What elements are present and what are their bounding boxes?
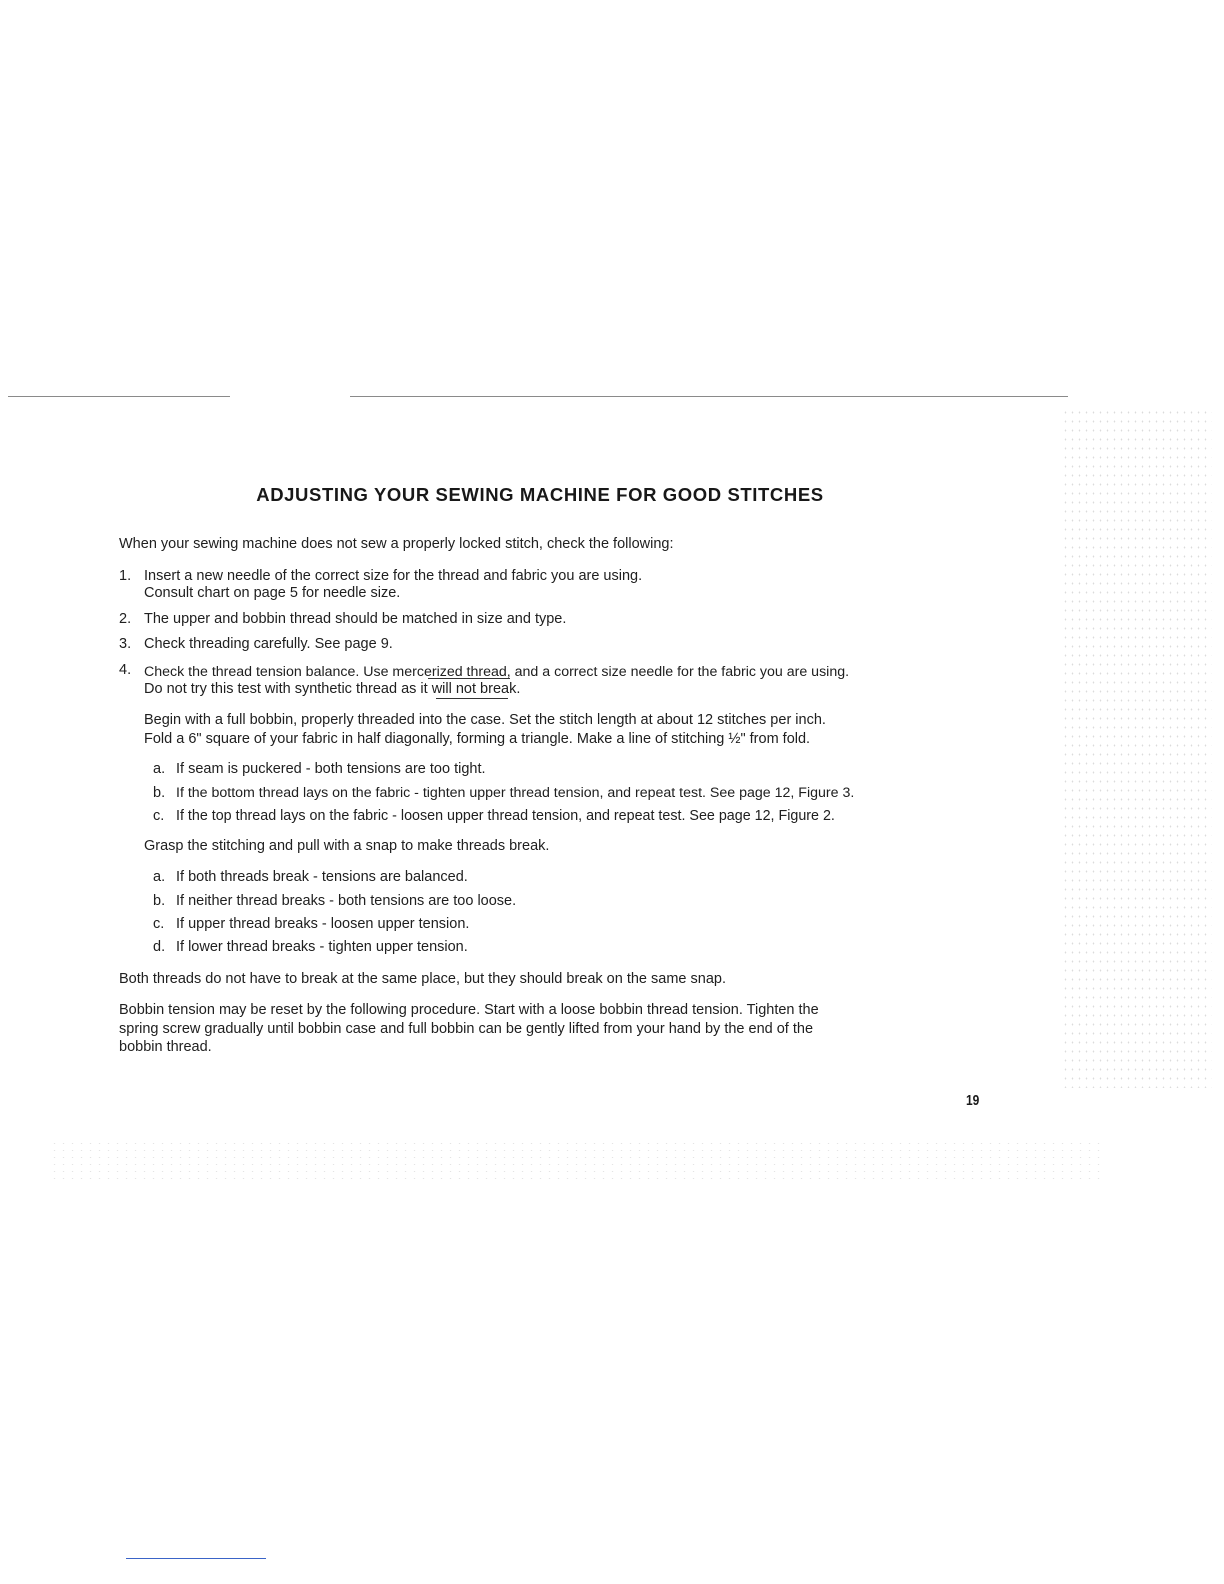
step-line: The upper and bobbin thread should be matched in size and type. xyxy=(144,611,567,627)
step-line: Consult chart on page 5 for needle size. xyxy=(144,585,401,601)
top-rule xyxy=(8,396,1068,397)
check-letter: c. xyxy=(153,916,165,932)
check-text: If upper thread breaks - loosen upper tension. xyxy=(176,916,470,932)
check-letter: a. xyxy=(153,869,166,885)
check-letter: c. xyxy=(153,808,165,824)
check-text: If the bottom thread lays on the fabric - tighten upper thread tension, and repeat test. See page 12, Figure 3. xyxy=(176,785,855,801)
step-number: 4. xyxy=(119,662,132,678)
thread-underline xyxy=(436,698,508,699)
scan-speckle-bottom xyxy=(50,1140,1100,1185)
step-number: 3. xyxy=(119,636,132,652)
bobbin-line: bobbin thread. xyxy=(119,1039,212,1055)
step-number: 2. xyxy=(119,611,132,627)
step-line: Check threading carefully. See page 9. xyxy=(144,636,393,652)
test-line: Fold a 6" square of your fabric in half diagonally, forming a triangle. Make a line of stitching ½" from fold. xyxy=(144,731,811,747)
check-text: If seam is puckered - both tensions are too tight. xyxy=(176,761,486,777)
scan-speckle-right xyxy=(1062,408,1212,1088)
page-title: ADJUSTING YOUR SEWING MACHINE FOR GOOD STITCHES xyxy=(256,484,824,505)
page-number: 19 xyxy=(966,1092,980,1109)
test-line: Begin with a full bobbin, properly threaded into the case. Set the stitch length at about 12 stitches per inch. xyxy=(144,712,826,728)
bottom-rule xyxy=(126,1558,266,1559)
check-letter: a. xyxy=(153,761,166,777)
step-line: Do not try this test with synthetic thread as it will not break. xyxy=(144,681,521,697)
both-threads-note: Both threads do not have to break at the same place, but they should break on the same snap. xyxy=(119,971,726,987)
intro-text: When your sewing machine does not sew a properly locked stitch, check the following: xyxy=(119,536,674,552)
mercerized-underline xyxy=(428,678,510,679)
bobbin-line: Bobbin tension may be reset by the following procedure. Start with a loose bobbin thread tension. Tighten the xyxy=(119,1002,819,1018)
check-text: If neither thread breaks - both tensions are too loose. xyxy=(176,893,517,909)
check-letter: d. xyxy=(153,939,166,955)
step-line: Insert a new needle of the correct size for the thread and fabric you are using. xyxy=(144,568,643,584)
check-text: If the top thread lays on the fabric - loosen upper thread tension, and repeat test. See page 12, Figure 2. xyxy=(176,808,835,824)
check-letter: b. xyxy=(153,893,166,909)
bobbin-line: spring screw gradually until bobbin case and full bobbin can be gently lifted from your hand by the end of the xyxy=(119,1021,814,1037)
check-letter: b. xyxy=(153,785,166,801)
step-number: 1. xyxy=(119,568,132,584)
check-text: If lower thread breaks - tighten upper tension. xyxy=(176,939,468,955)
check-text: If both threads break - tensions are balanced. xyxy=(176,869,468,885)
step-line: Check the thread tension balance. Use mercerized thread, and a correct size needle for the fabric you are using. xyxy=(144,664,850,680)
top-rule-gap xyxy=(230,396,350,397)
grasp-instruction: Grasp the stitching and pull with a snap to make threads break. xyxy=(144,838,550,854)
